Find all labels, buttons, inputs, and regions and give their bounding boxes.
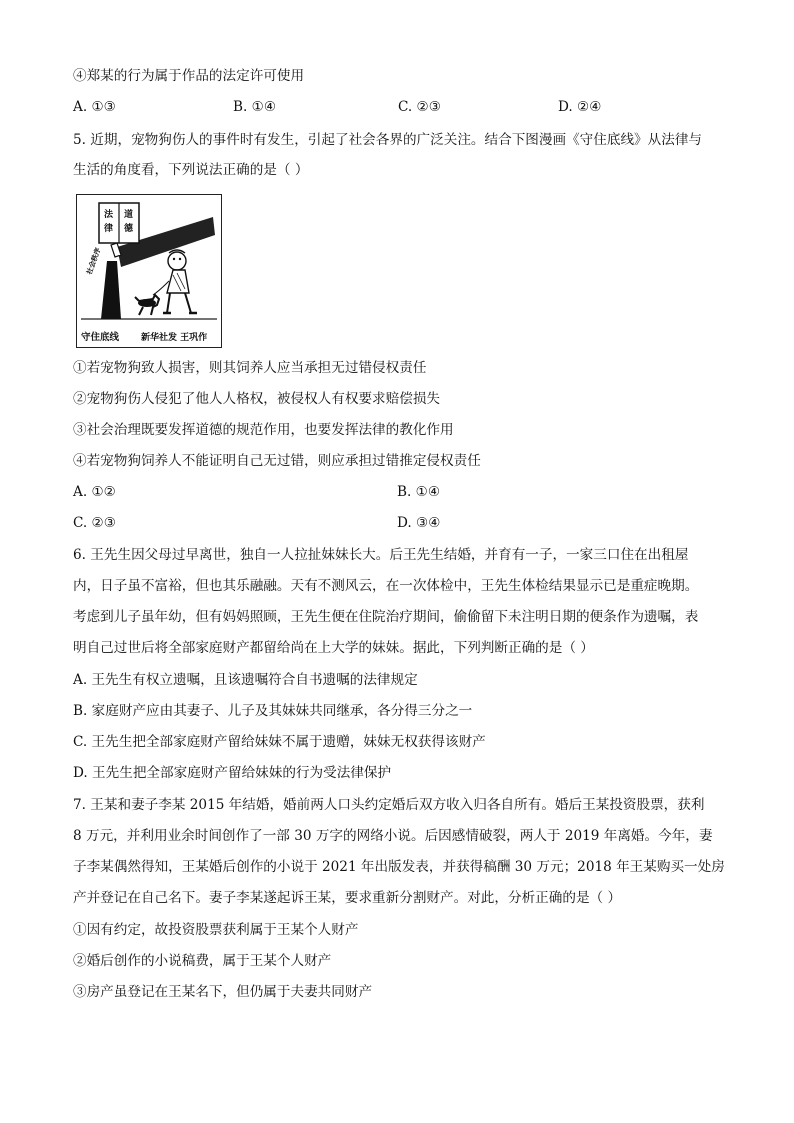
cartoon-caption-title: 守住底线 [81, 332, 120, 343]
cartoon-image [76, 194, 222, 348]
q5-statement-4: ④若宠物狗饲养人不能证明自己无过错，则应承担过错推定侵权责任 [73, 453, 481, 469]
cartoon-caption-credit: 新华社发 王巩作 [141, 333, 208, 343]
q6-option-c: C. 王先生把全部家庭财产留给妹妹不属于遗赠，妹妹无权获得该财产 [73, 734, 486, 750]
q6-stem-line-3: 考虑到儿子虽年幼，但有妈妈照顾，王先生便在住院治疗期间，偷偷留下未注明日期的便条作为遗嘱，表 [73, 609, 699, 625]
q5-option-a: A. ①② [73, 484, 116, 500]
q7-statement-3: ③房产虽登记在王某名下，但仍属于夫妻共同财产 [73, 984, 373, 1000]
q4-option-d: D. ②④ [558, 99, 602, 115]
q4-option-a: A. ①③ [73, 99, 116, 115]
q5-statement-3: ③社会治理既要发挥道德的规范作用，也要发挥法律的教化作用 [73, 422, 454, 438]
q5-statement-1: ①若宠物狗致人损害，则其饲养人应当承担无过错侵权责任 [73, 360, 427, 376]
book-char-1: 法 [104, 210, 114, 220]
q5-stem-line-1: 5. 近期，宠物狗伤人的事件时有发生，引起了社会各界的广泛关注。结合下图漫画《守住底线》从法律与 [73, 132, 703, 148]
q5-statement-2: ②宠物狗伤人侵犯了他人人格权，被侵权人有权要求赔偿损失 [73, 391, 441, 407]
q6-option-d: D. 王先生把全部家庭财产留给妹妹的行为受法律保护 [73, 765, 392, 781]
q7-stem-line-1: 7. 王某和妻子李某 2015 年结婚，婚前两人口头约定婚后双方收入归各自所有。婚后王某投资股票，获利 [73, 797, 705, 813]
book-char-3: 律 [104, 224, 114, 234]
q6-option-a: A. 王先生有权立遗嘱，且该遗嘱符合自书遗嘱的法律规定 [73, 672, 418, 688]
q4-option-c: C. ②③ [398, 99, 441, 115]
book-char-4: 德 [124, 224, 134, 234]
q5-option-d: D. ③④ [397, 515, 441, 531]
q7-stem-line-4: 产并登记在自己名下。妻子李某遂起诉王某，要求重新分割财产。对此，分析正确的是（ ） [73, 890, 622, 906]
q5-option-b: B. ①④ [397, 484, 441, 500]
q7-statement-1: ①因有约定，故投资股票获利属于王某个人财产 [73, 922, 359, 938]
q6-stem-line-4: 明自己过世后将全部家庭财产都留给尚在上大学的妹妹。据此，下列判断正确的是（ ） [73, 640, 594, 656]
q7-stem-line-3: 子李某偶然得知，王某婚后创作的小说于 2021 年出版发表，并获得稿酬 30 万元；2018 年王某购买一处房 [73, 859, 725, 875]
q5-option-c: C. ②③ [73, 515, 116, 531]
q6-stem-line-2: 内，日子虽不富裕，但也其乐融融。天有不测风云，在一次体检中，王先生体检结果显示已是重症晚期。 [73, 578, 699, 594]
q7-stem-line-2: 8 万元，并利用业余时间创作了一部 30 万字的网络小说。后因感情破裂，两人于 2019 年离婚。今年，妻 [73, 828, 713, 844]
bar-label: 社会秩序 [84, 246, 103, 276]
q7-statement-2: ②婚后创作的小说稿费，属于王某个人财产 [73, 953, 332, 969]
q4-option-b: B. ①④ [233, 99, 277, 115]
q6-stem-line-1: 6. 王先生因父母过早离世，独自一人拉扯妹妹长大。后王先生结婚，并育有一子，一家三口住在出租屋 [73, 547, 689, 563]
q4-statement-4: ④郑某的行为属于作品的法定许可使用 [73, 68, 305, 84]
q5-stem-line-2: 生活的角度看，下列说法正确的是（ ） [73, 162, 309, 178]
q6-option-b: B. 家庭财产应由其妻子、儿子及其妹妹共同继承，各分得三分之一 [73, 703, 473, 719]
book-char-2: 道 [124, 210, 134, 220]
